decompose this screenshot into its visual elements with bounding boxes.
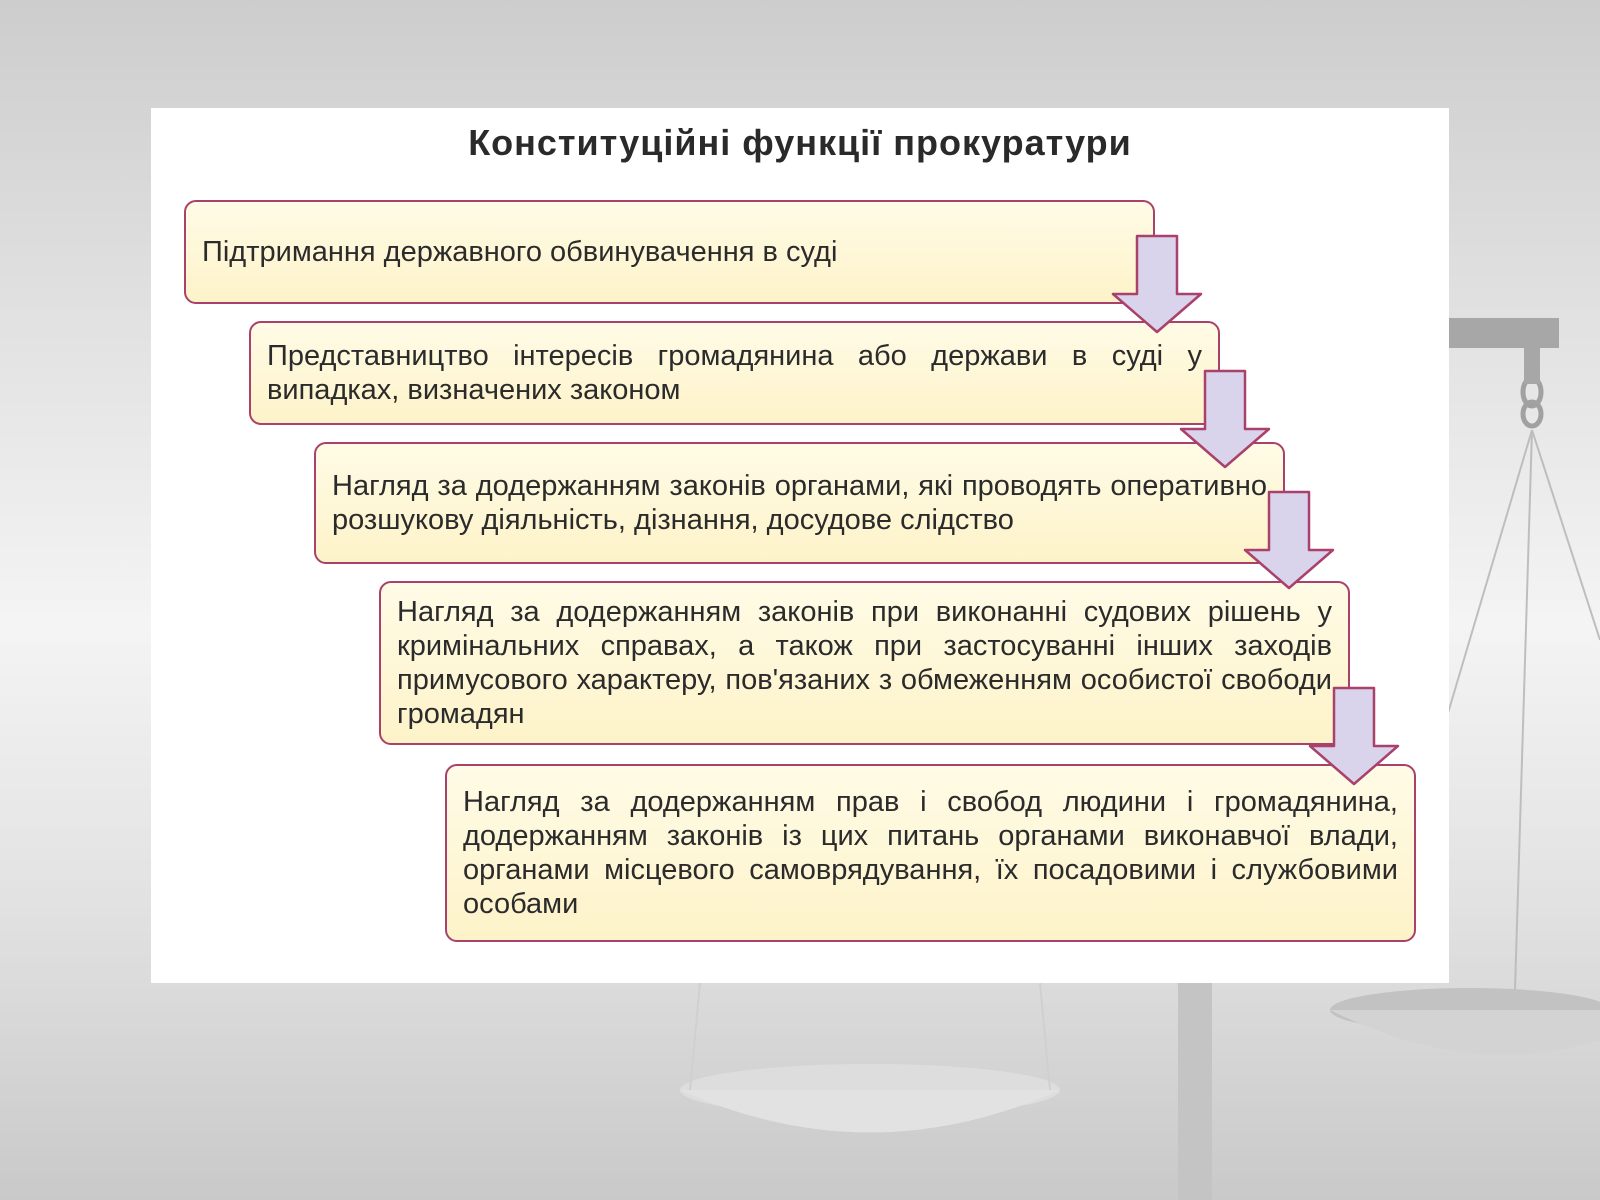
down-arrow-icon-2: [1179, 371, 1271, 469]
down-arrow-icon-3: [1243, 492, 1335, 590]
function-box-3: [314, 442, 1285, 564]
function-box-4: [379, 581, 1350, 745]
page-title: Конституційні функції прокуратури: [468, 122, 1132, 163]
function-text-2: Представництво інтересів громадянина або держави в суді у випадках, визначених законом: [267, 340, 1202, 406]
function-text-5: Нагляд за додержанням прав і свобод людини і громадянина, додержанням законів із цих питань органами виконавчої влади, органами місцевого самоврядування, їх посадовими і службовими особами: [463, 786, 1398, 920]
function-text-4: Нагляд за додержанням законів при виконанні судових рішень у кримінальних справах, а також при застосуванні інших заходів примусового характеру, пов'язаних з обмеженням особистої свободи громадян: [397, 596, 1332, 730]
function-box-2: [249, 321, 1220, 425]
down-arrow-icon-1: [1111, 236, 1203, 334]
diagram-slide: [151, 108, 1449, 983]
function-box-1: [184, 200, 1155, 304]
function-box-5: [445, 764, 1416, 942]
down-arrow-icon-4: [1308, 688, 1400, 786]
function-text-3: Нагляд за додержанням законів органами, які проводять оперативно розшукову діяльність, дізнання, досудове слідство: [332, 470, 1267, 536]
function-text-1: Підтримання державного обвинувачення в суді: [202, 236, 838, 268]
